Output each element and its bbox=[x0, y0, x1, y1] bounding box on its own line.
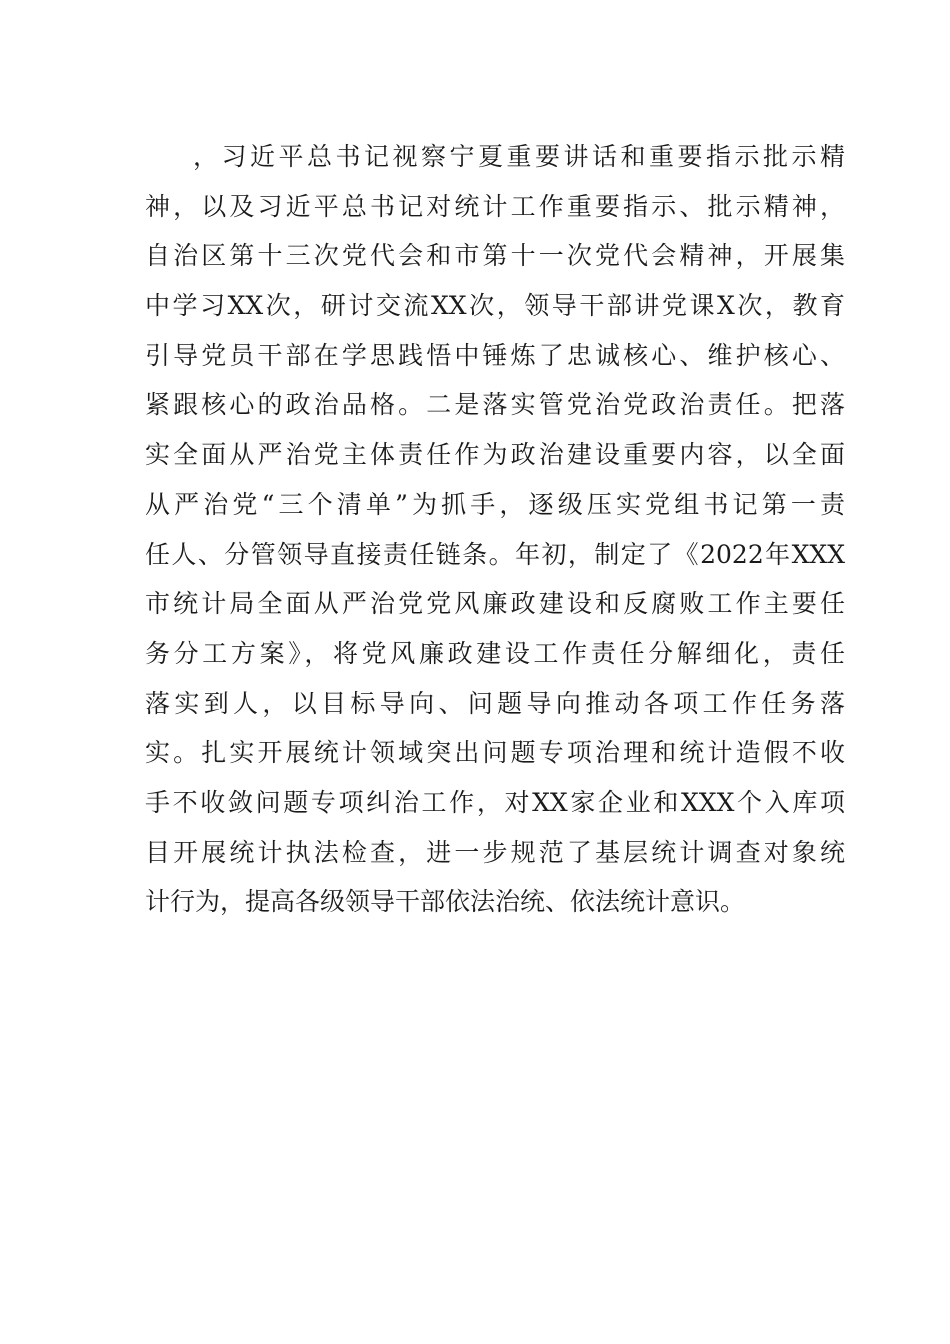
paragraph-line: 从严治党“三个清单”为抓手，逐级压实党组书记第一责 bbox=[145, 489, 845, 519]
paragraph-line: 目开展统计执法检查，进一步规范了基层统计调查对象统 bbox=[145, 837, 845, 867]
paragraph-line: 务分工方案》，将党风廉政建设工作责任分解细化，责任 bbox=[145, 638, 845, 668]
paragraph-line: 引导党员干部在学思践悟中锤炼了忠诚核心、维护核心、 bbox=[145, 340, 845, 370]
paragraph-line: ，习近平总书记视察宁夏重要讲话和重要指示批示精 bbox=[193, 142, 845, 171]
paragraph-line: 神，以及习近平总书记对统计工作重要指示、批示精神， bbox=[145, 191, 845, 221]
paragraph-line: 手不收敛问题专项纠治工作，对XX家企业和XXX个入库项 bbox=[145, 787, 845, 817]
paragraph-line: 落实到人，以目标导向、问题导向推动各项工作任务落 bbox=[145, 688, 845, 718]
paragraph-line: 紧跟核心的政治品格。二是落实管党治党政治责任。把落 bbox=[145, 390, 845, 420]
paragraph-line: 任人、分管领导直接责任链条。年初，制定了《2022年XXX bbox=[145, 539, 845, 569]
paragraph-line: 实全面从严治党主体责任作为政治建设重要内容，以全面 bbox=[145, 440, 845, 470]
paragraph-line: 自治区第十三次党代会和市第十一次党代会精神，开展集 bbox=[145, 241, 845, 271]
paragraph-line: 市统计局全面从严治党党风廉政建设和反腐败工作主要任 bbox=[145, 589, 845, 619]
body-paragraph bbox=[145, 132, 845, 927]
paragraph-line: 实。扎实开展统计领域突出问题专项治理和统计造假不收 bbox=[145, 738, 845, 768]
paragraph-line: 中学习XX次，研讨交流XX次，领导干部讲党课X次，教育 bbox=[145, 291, 845, 321]
paragraph-line: 计行为，提高各级领导干部依法治统、依法统计意识。 bbox=[145, 887, 746, 917]
